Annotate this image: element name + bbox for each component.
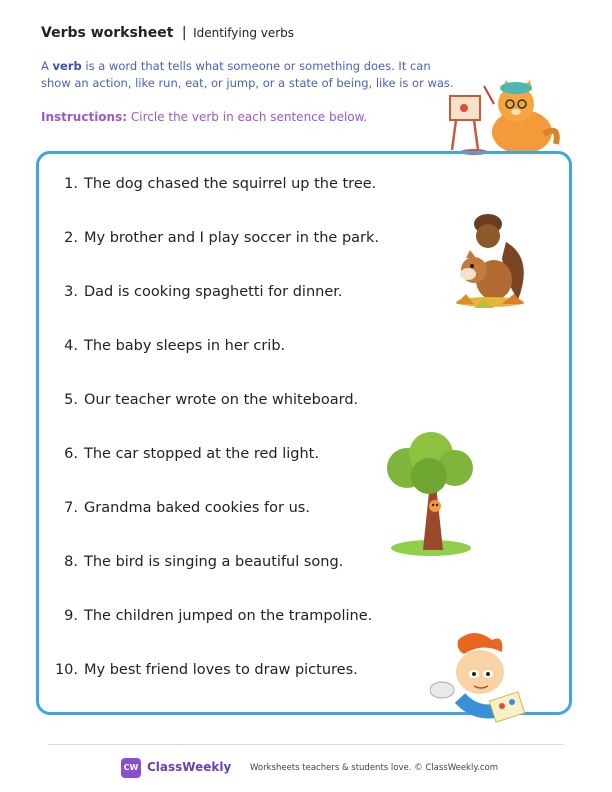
instructions-label: Instructions: [41,110,128,124]
sentence-item [48,338,379,392]
sentence-item [48,500,379,554]
sentence-number: 6. [64,446,78,462]
sentence-text[interactable]: The children jumped on the trampoline. [84,608,373,624]
sentence-text[interactable]: Dad is cooking spaghetti for dinner. [84,284,343,300]
sentence-item [48,554,379,608]
page-footer [0,756,612,780]
sentence-item [48,392,379,446]
sentence-text[interactable]: The baby sleeps in her crib. [84,338,286,354]
sentence-number: 9. [64,608,78,624]
cat-painter-illustration [444,74,564,156]
sentence-number: 5. [64,392,78,408]
intro-keyword: verb [52,59,82,73]
sentence-text[interactable]: My best friend loves to draw pictures. [84,662,358,678]
instructions-text: Circle the verb in each sentence below. [127,110,368,124]
footer-tagline: Worksheets teachers & students love. © ClassWeekly.com [250,763,499,773]
sentence-list [48,176,379,716]
sentence-number: 2. [64,230,78,246]
sentence-text[interactable]: My brother and I play soccer in the park. [84,230,380,246]
squirrel-acorn-illustration [444,208,536,316]
worksheet-subtitle: Identifying verbs [193,26,295,40]
sentence-item [48,662,379,716]
kid-drawing-illustration [430,630,534,724]
instructions [41,110,367,124]
sentence-item [48,446,379,500]
sentence-text[interactable]: The car stopped at the red light. [84,446,319,462]
intro-rest: is a word that tells what someone or something does. It can show an action, like run, eat, or jump, or a state of being, like is or was. [41,59,454,90]
intro-prefix: A [41,59,53,73]
title-separator: | [181,25,187,41]
sentence-number: 8. [64,554,78,570]
intro-paragraph [41,58,461,92]
footer-divider [48,744,564,745]
sentence-item [48,608,379,662]
sentence-number: 10. [54,662,78,678]
brand-name: ClassWeekly [147,760,232,774]
brand-logo-icon: CW [121,758,141,778]
sentence-item [48,230,379,284]
sentence-number: 3. [64,284,78,300]
sentence-number: 7. [64,500,78,516]
tree-illustration [383,432,475,558]
page-header [41,25,294,41]
sentence-item [48,176,379,230]
sentence-text[interactable]: The bird is singing a beautiful song. [84,554,344,570]
sentence-text[interactable]: Grandma baked cookies for us. [84,500,310,516]
sentence-number: 1. [64,176,78,192]
sentence-text[interactable]: Our teacher wrote on the whiteboard. [84,392,359,408]
worksheet-title: Verbs worksheet [41,25,174,41]
sentence-number: 4. [64,338,78,354]
sentence-text[interactable]: The dog chased the squirrel up the tree. [84,176,377,192]
sentence-item [48,284,379,338]
